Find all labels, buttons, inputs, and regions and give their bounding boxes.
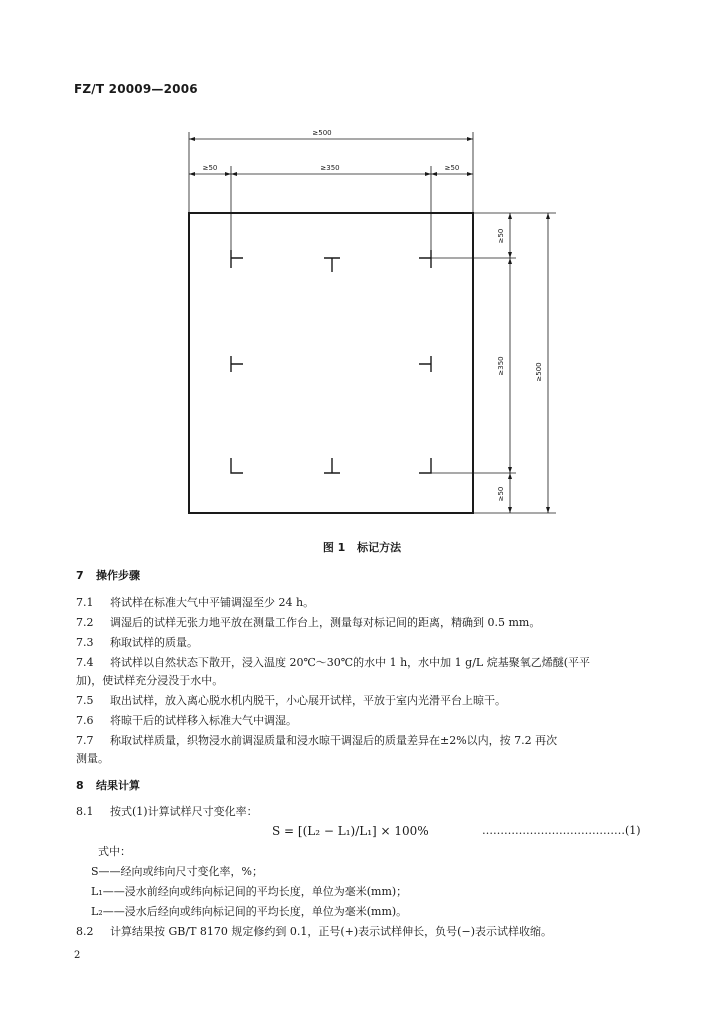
mark-bottom-left xyxy=(231,458,243,473)
mark-top-left xyxy=(231,250,243,268)
dim-margin-left: ≥50 xyxy=(202,164,218,172)
figure-caption-label: 图 1 xyxy=(322,541,346,554)
dim-total-width: ≥500 xyxy=(312,129,332,137)
mark-bottom-right xyxy=(419,458,431,473)
item-7-6: 7.6 将晾干后的试样移入标准大气中调湿。 xyxy=(76,714,297,727)
item-7-4: 7.4 将试样以自然状态下散开，浸入温度 20℃～30℃的水中 1 h，水中加 1 g/L 烷基聚氧乙烯醚(平平 xyxy=(76,656,591,669)
formula-number: …………………………………(1) xyxy=(482,824,641,837)
dim-margin-top: ≥50 xyxy=(497,228,505,244)
dim-margin-bottom: ≥50 xyxy=(497,486,505,502)
dim-margin-right: ≥50 xyxy=(444,164,460,172)
item-7-7: 7.7 称取试样质量，织物浸水前调湿质量和浸水晾干调湿后的质量差异在±2%以内，按 7.2 再次 xyxy=(76,734,558,747)
section-8-heading: 8 结果计算 xyxy=(76,779,140,792)
mark-middle-left xyxy=(231,356,243,372)
standard-number: FZ/T 20009—2006 xyxy=(74,82,198,96)
item-8-2: 8.2 计算结果按 GB/T 8170 规定修约到 0.1，正号(+)表示试样伸长，负号(−)表示试样收缩。 xyxy=(76,925,552,938)
item-7-7-continuation: 测量。 xyxy=(76,752,109,765)
mark-top-center xyxy=(324,258,340,272)
formula-expression: S = [(L₂ − L₁)/L₁] × 100% xyxy=(272,824,429,838)
variable-l2: L₂——浸水后经向或纬向标记间的平均长度，单位为毫米(mm)。 xyxy=(91,905,408,918)
figure-caption xyxy=(0,539,724,555)
item-7-4-continuation: 加)，使试样充分浸没于水中。 xyxy=(76,674,224,687)
item-7-1: 7.1 将试样在标准大气中平铺调湿至少 24 h。 xyxy=(76,596,315,609)
mark-middle-right xyxy=(419,356,431,372)
figure-caption-title: 标记方法 xyxy=(357,541,402,554)
item-7-2: 7.2 调湿后的试样无张力地平放在测量工作台上，测量每对标记间的距离，精确到 0.5 mm。 xyxy=(76,616,541,629)
dim-middle-width: ≥350 xyxy=(320,164,340,172)
variable-l1: L₁——浸水前经向或纬向标记间的平均长度，单位为毫米(mm)； xyxy=(91,885,408,898)
dim-total-height: ≥500 xyxy=(535,362,543,382)
page-number: 2 xyxy=(74,950,81,961)
mark-top-right xyxy=(419,250,431,268)
item-7-3: 7.3 称取试样的质量。 xyxy=(76,636,198,649)
variable-s: S——经向或纬向尺寸变化率，%； xyxy=(91,865,263,878)
section-7-heading: 7 操作步骤 xyxy=(76,569,140,582)
mark-bottom-center xyxy=(324,458,340,473)
item-8-1: 8.1 按式(1)计算试样尺寸变化率： xyxy=(76,805,258,818)
dim-middle-height: ≥350 xyxy=(497,356,505,376)
item-7-5: 7.5 取出试样，放入离心脱水机内脱干，小心展开试样，平放于室内光滑平台上晾干。 xyxy=(76,694,506,707)
where-label: 式中： xyxy=(98,845,131,858)
